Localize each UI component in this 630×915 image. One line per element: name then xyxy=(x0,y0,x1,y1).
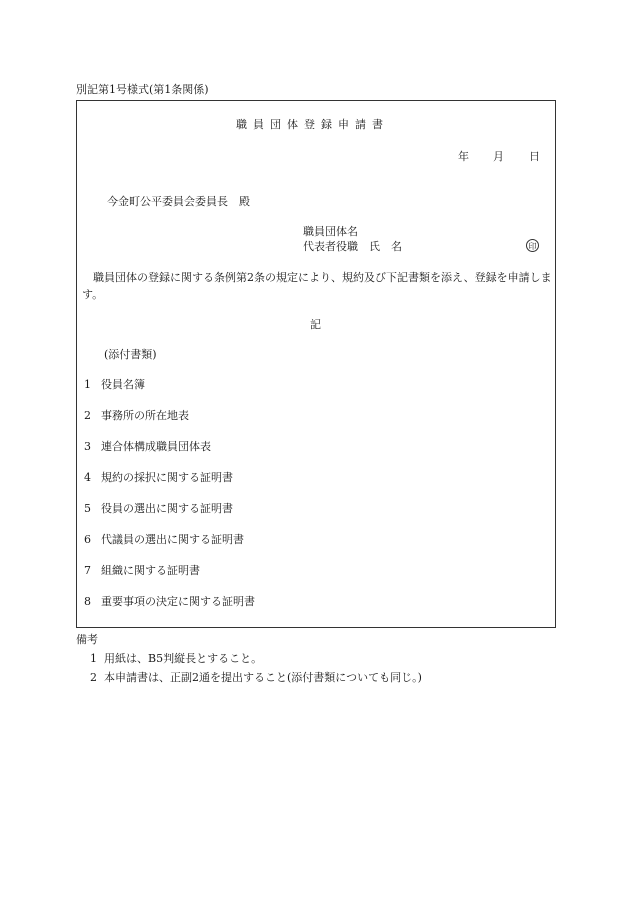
list-item xyxy=(84,595,255,609)
note-text: 用紙は、B5判縦長とすること。 xyxy=(104,652,263,665)
item-text: 規約の採択に関する証明書 xyxy=(101,471,233,484)
list-item xyxy=(84,502,233,516)
list-item xyxy=(84,564,200,578)
item-number: 7 xyxy=(84,564,91,577)
item-text: 事務所の所在地表 xyxy=(101,409,189,422)
item-number: 8 xyxy=(84,595,91,608)
date-day: 日 xyxy=(529,150,540,163)
list-item xyxy=(84,440,211,454)
note-item xyxy=(90,652,262,666)
note-number: 1 xyxy=(90,652,97,665)
seal-mark: 印 xyxy=(526,239,539,252)
item-text: 重要事項の決定に関する証明書 xyxy=(101,595,255,608)
notes-heading: 備考 xyxy=(76,633,98,646)
form-title: 職員団体登録申請書 xyxy=(236,118,389,131)
note-text: 本申請書は、正副2通を提出すること(添付書類についても同じ。) xyxy=(104,671,422,684)
item-number: 2 xyxy=(84,409,91,422)
item-text: 組織に関する証明書 xyxy=(101,564,200,577)
item-number: 3 xyxy=(84,440,91,453)
note-item xyxy=(90,671,422,685)
note-number: 2 xyxy=(90,671,97,684)
attachments-heading: (添付書類) xyxy=(104,348,157,361)
date-month: 月 xyxy=(493,150,504,163)
item-text: 連合体構成職員団体表 xyxy=(101,440,211,453)
form-frame xyxy=(76,100,556,628)
addressee: 今金町公平委員会委員長 殿 xyxy=(107,195,250,208)
form-number-label: 別記第1号様式(第1条関係) xyxy=(76,83,209,96)
item-number: 5 xyxy=(84,502,91,515)
application-statement: 職員団体の登録に関する条例第2条の規定により、規約及び下記書類を添え、登録を申請します。 xyxy=(82,271,552,301)
list-item xyxy=(84,471,233,485)
list-item xyxy=(84,378,145,392)
item-text: 役員の選出に関する証明書 xyxy=(101,502,233,515)
item-number: 4 xyxy=(84,471,91,484)
representative-label: 代表者役職 氏 名 xyxy=(303,240,402,253)
list-item xyxy=(84,533,244,547)
ki-heading: 記 xyxy=(310,318,321,331)
item-number: 6 xyxy=(84,533,91,546)
item-text: 役員名簿 xyxy=(101,378,145,391)
item-text: 代議員の選出に関する証明書 xyxy=(101,533,244,546)
list-item xyxy=(84,409,189,423)
org-name-label: 職員団体名 xyxy=(303,225,358,238)
date-year: 年 xyxy=(458,150,469,163)
item-number: 1 xyxy=(84,378,91,391)
